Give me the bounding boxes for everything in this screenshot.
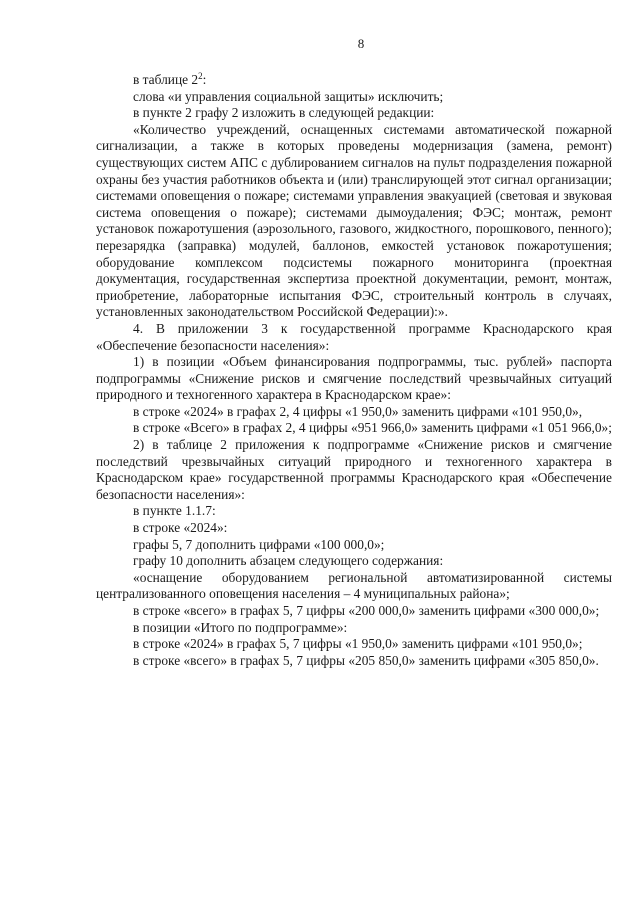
paragraph: в строке «Всего» в графах 2, 4 цифры «951 966,0» заменить цифрами «1 051 966,0»; (133, 420, 612, 436)
document-body (96, 72, 612, 669)
text-fragment: в таблице 2 (133, 72, 199, 87)
text-fragment: : (202, 72, 207, 87)
text-line (96, 72, 612, 89)
text-line: в пункте 1.1.7: (133, 503, 216, 519)
text-line: графу 10 дополнить абзацем следующего содержания: (133, 553, 444, 569)
paragraph: 2) в таблице 2 приложения к подпрограмме «Снижение рисков и смягчение последствий чрезвычайных ситуаций природного и техногенного характера в Краснодарском крае» государственной программы Краснодарского края «Обеспечение безопасности населения»: (96, 437, 612, 502)
paragraph: в строке «всего» в графах 5, 7 цифры «200 000,0» заменить цифрами «300 000,0»; (133, 603, 600, 618)
paragraph: в строке «2024» в графах 2, 4 цифры «1 950,0» заменить цифрами «101 950,0», (133, 403, 583, 419)
paragraph: «оснащение оборудованием региональной автоматизированной системы централизованного оповещения населения – 4 муниципальных района»; (96, 569, 612, 602)
paragraph: 4. В приложении 3 к государственной программе Краснодарского края «Обеспечение безопасности населения»: (96, 320, 612, 353)
text-line: в строке «2024»: (133, 520, 228, 536)
superscript: 2 (198, 71, 203, 81)
page-number: 8 (357, 36, 365, 51)
text-line: слова «и управления социальной защиты» исключить; (133, 88, 444, 104)
paragraph: 1) в позиции «Объем финансирования подпрограммы, тыс. рублей» паспорта подпрограммы «Снижение рисков и смягчение последствий чрезвычайных ситуаций природного и техногенного характера в Краснодарском крае»: (96, 354, 612, 403)
paragraph: в строке «всего» в графах 5, 7 цифры «205 850,0» заменить цифрами «305 850,0». (133, 652, 599, 668)
paragraph: «Количество учреждений, оснащенных системами автоматической пожарной сигнализации, а также в которых проведены модернизация (замена, ремонт) существующих систем АПС с дублированием сигналов на пульт подразделения пожарной охраны без участия работников объекта и (или) транслирующей этот сигнал организации; системами оповещения о пожаре; системами управления эвакуацией (световая и звуковая система оповещения о пожаре); системами дымоудаления; ФЭС; монтаж, ремонт установок пожаротушения (аэрозольного, газового, жидкостного, порошкового, пенного); перезарядка (заправка) модулей, баллонов, емкостей установок пожаротушения; оборудование комплексом подсистемы пожарного мониторинга (проектная документация, государственная экспертиза проектной документации, ремонт, монтаж, приобретение, лабораторные испытания ФЭС, строительный контроль в случаях, установленных законодательством Российской Федерации):». (96, 121, 612, 320)
text-line: в позиции «Итого по подпрограмме»: (133, 619, 348, 635)
text-line: в пункте 2 графу 2 изложить в следующей редакции: (133, 105, 435, 121)
paragraph: в строке «2024» в графах 5, 7 цифры «1 950,0» заменить цифрами «101 950,0»; (133, 636, 583, 652)
text-line: графы 5, 7 дополнить цифрами «100 000,0»; (133, 536, 385, 552)
